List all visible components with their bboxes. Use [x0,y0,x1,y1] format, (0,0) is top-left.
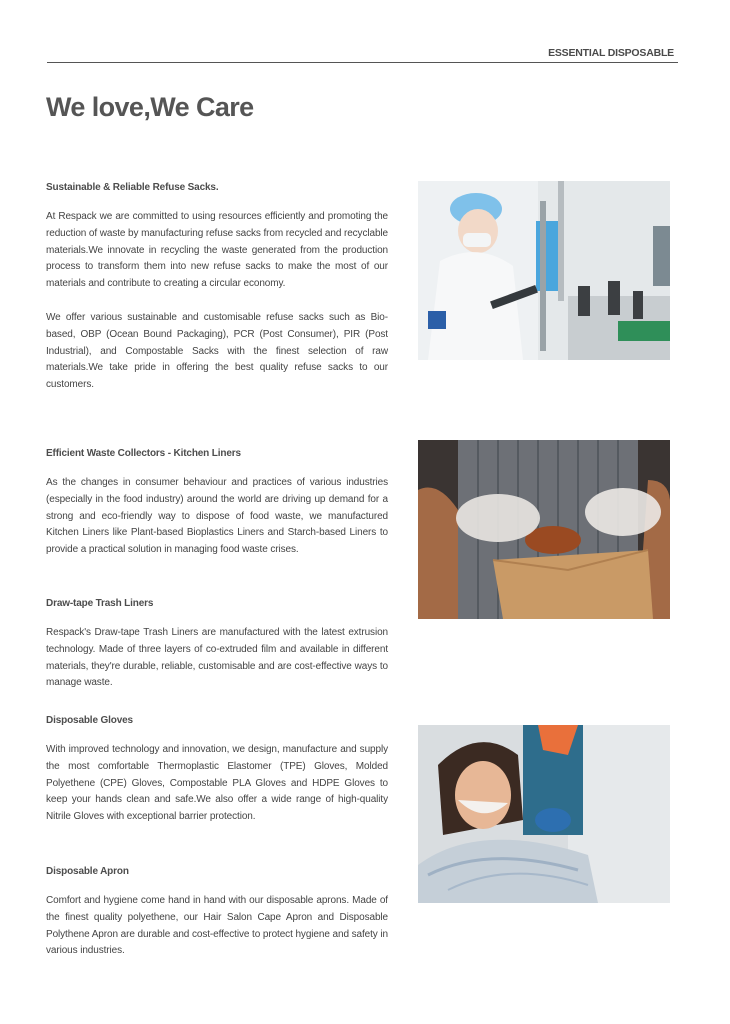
section-heading-kitchen: Efficient Waste Collectors - Kitchen Liners [46,448,241,459]
header-label: ESSENTIAL DISPOSABLE [548,47,674,59]
section-heading-apron: Disposable Apron [46,866,129,877]
paragraph-refuse-2: We offer various sustainable and customisable refuse sacks such as Bio-based, OBP (Ocean Bound Packaging), PCR (Post Consumer), PIR (Post Industrial), and Compostable Sacks with the finest selection of raw materials.We take pride in offering the best quality refuse sacks to our customers. [46,311,388,391]
page-title: We love,We Care [46,92,254,122]
section-drawtape-liners [46,598,388,692]
paragraph-kitchen: As the changes in consumer behaviour and practices of various industries (especially in the food industry) around the world are driving up demand for a strong and eco-friendly way to dispose of food waste, we manufactured Kitchen Liners like Plant-based Bioplastics Liners and Starch-based Liners to provide a practical solution in managing food waste crises. [46,477,388,556]
paragraph-gloves: With improved technology and innovation, we design, manufacture and supply the most comfortable Thermoplastic Elastomer (TPE) Gloves, Molded Polyethene (CPE) Gloves, Compostable PLA Gloves and HDPE Gloves to keep your hands clean and safe.We also offer a wide range of high-quality Nitrile Gloves with exceptional barrier protection. [46,744,388,823]
section-heading-gloves: Disposable Gloves [46,715,133,726]
paragraph-drawtape: Respack's Draw-tape Trash Liners are manufactured with the latest extrusion technology. Made of three layers of co-extruded film and available in different materials, they're durable, reliable, customisable and are cost-effective ways to manage waste. [46,627,388,689]
section-disposable-apron [46,866,388,960]
header-divider [47,62,678,63]
photo-gloved-hands-bag [418,440,670,619]
paragraph-apron: Comfort and hygiene come hand in hand with our disposable aprons. Made of the finest quality polyethene, our Hair Salon Cape Apron and Disposable Polythene Apron are durable and cost-effective to protect hygiene and safety in various industries. [46,895,388,957]
section-heading-drawtape: Draw-tape Trash Liners [46,598,154,609]
section-heading-refuse: Sustainable & Reliable Refuse Sacks. [46,182,219,193]
section-kitchen-liners [46,448,388,559]
section-refuse-sacks [46,182,388,394]
photo-factory-worker [418,181,670,360]
section-disposable-gloves [46,715,388,826]
photo-salon-customer [418,725,670,903]
paragraph-refuse-1: At Respack we are committed to using resources efficiently and promoting the reduction of waste by manufacturing refuse sacks from recycled and recyclable materials.We innovate in recycling the waste generated from the production process to transform them into new refuse sacks to make the most of our materials and contribute to creating a circular economy. [46,211,388,290]
